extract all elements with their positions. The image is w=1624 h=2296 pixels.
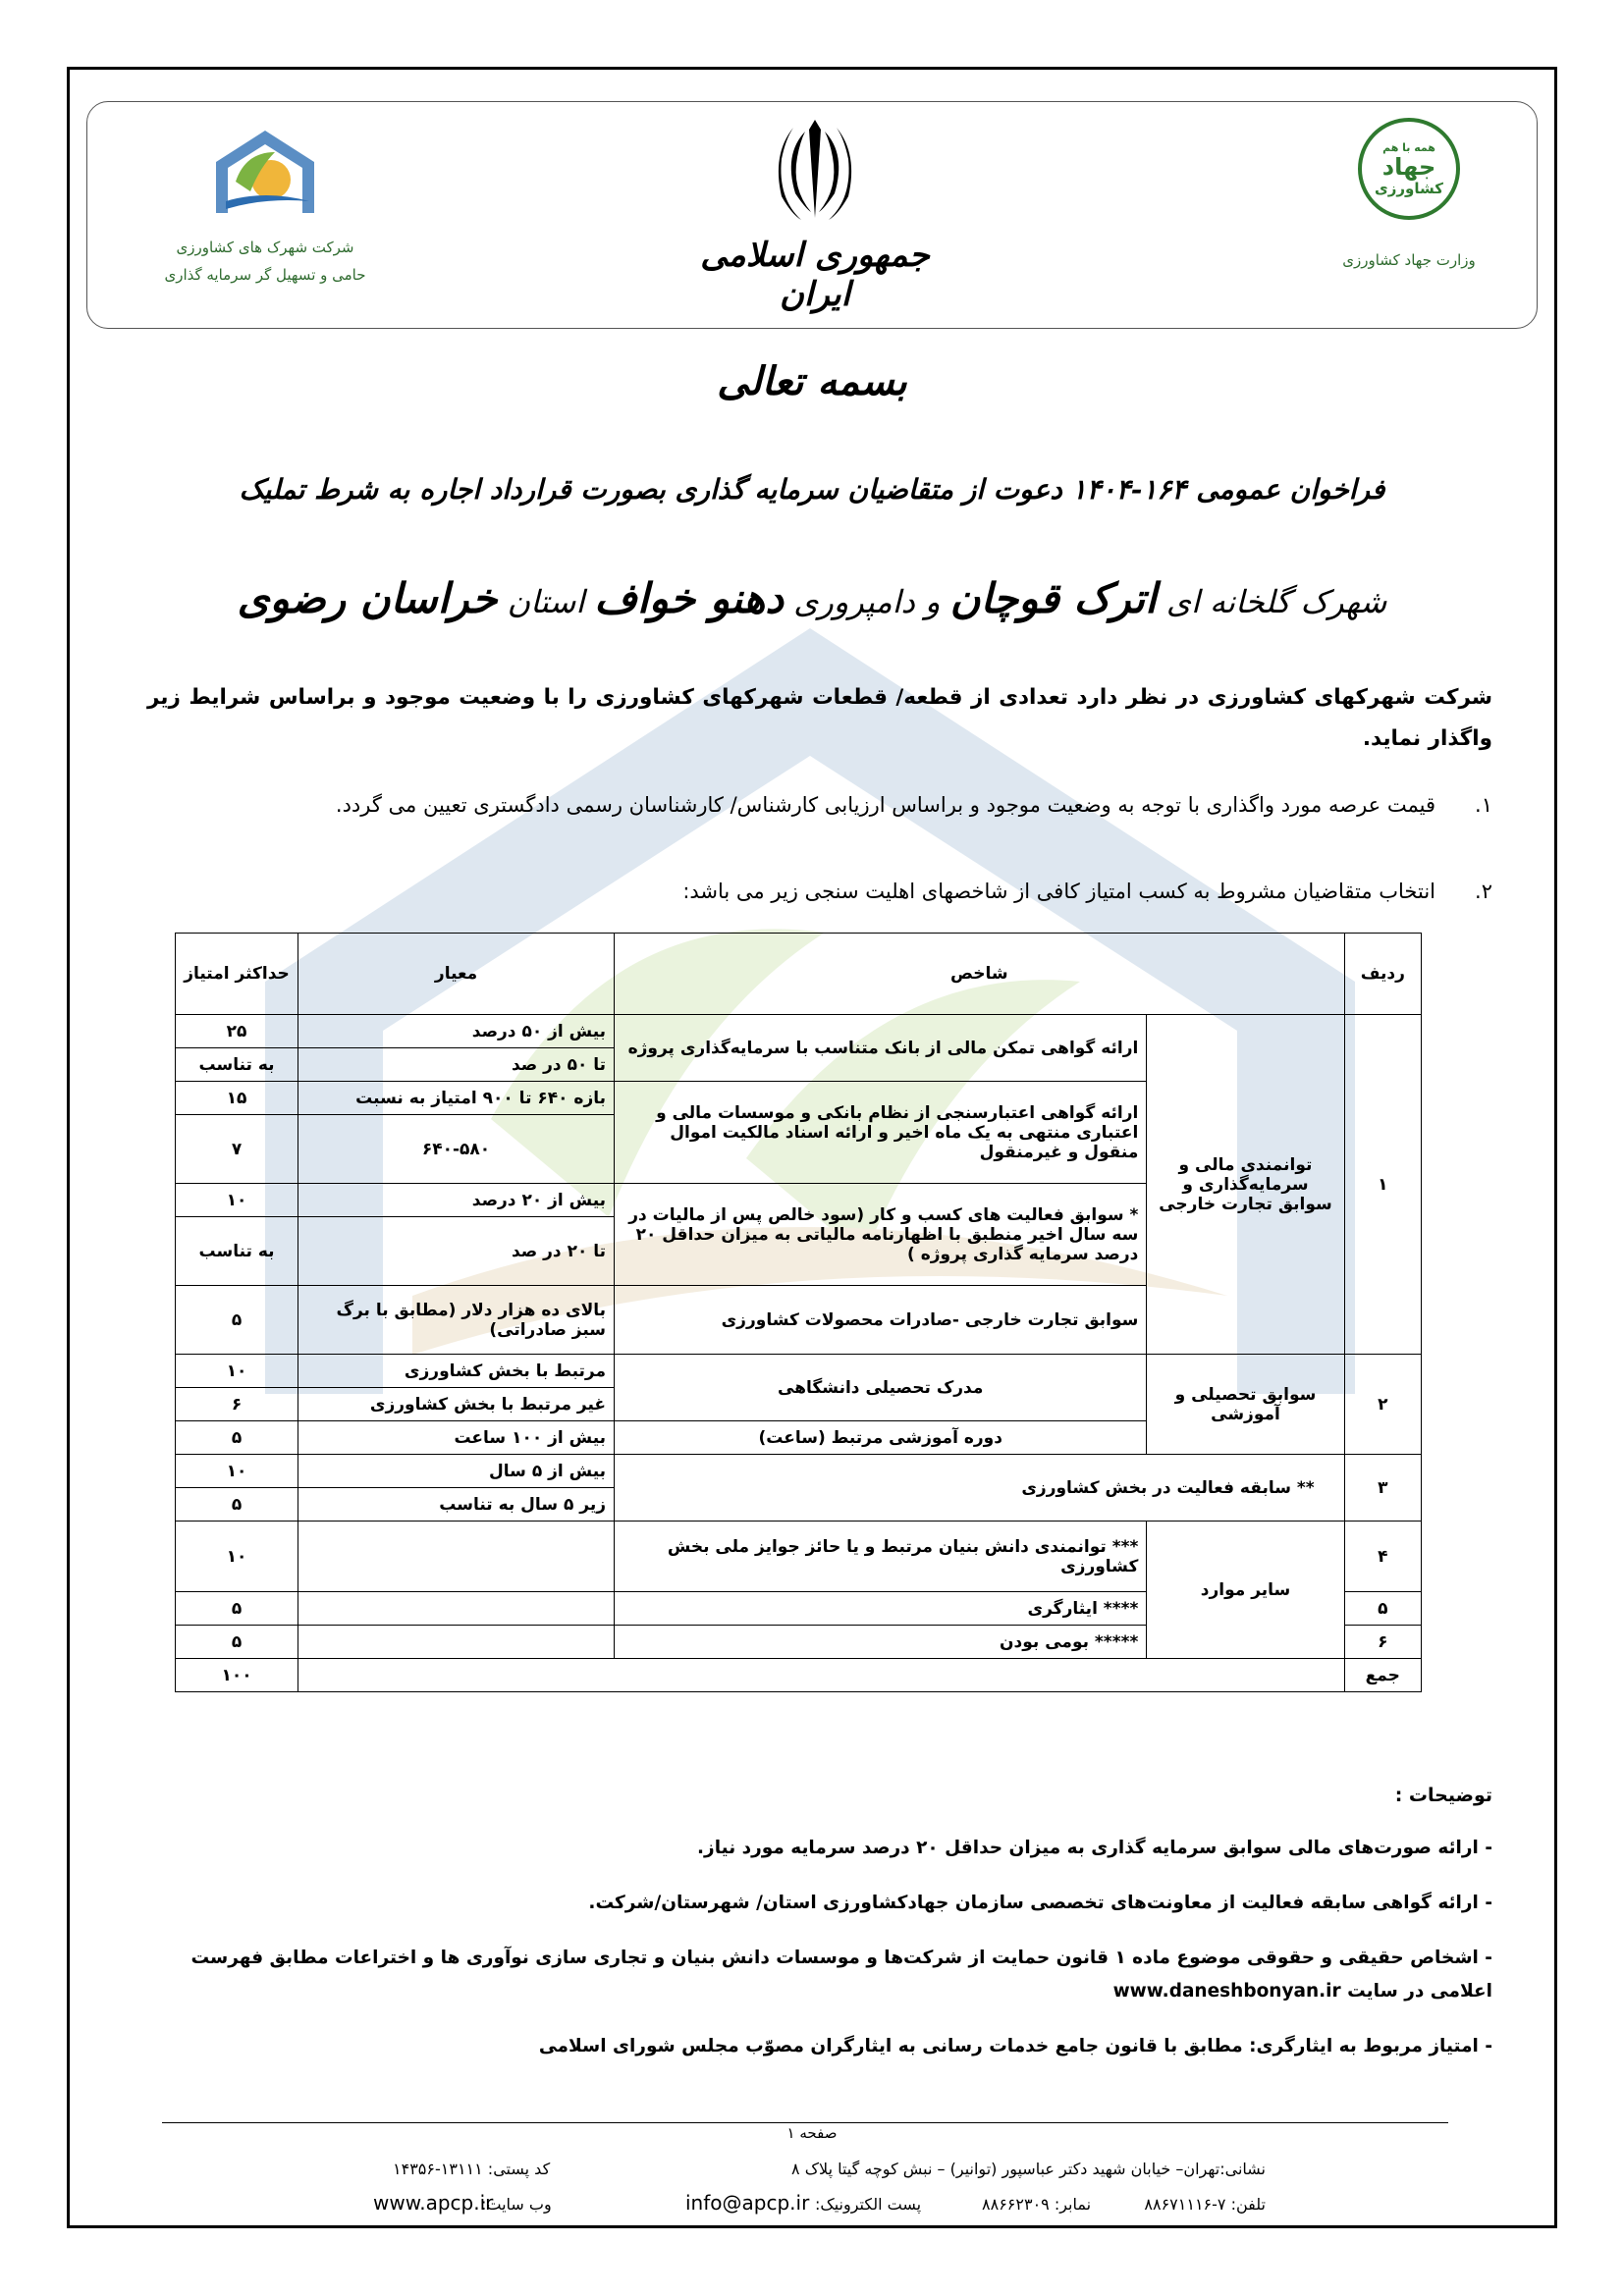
criterion-cell: غیر مرتبط با بخش کشاورزی [298,1388,615,1421]
emblem-caption: جمهوری اسلامی ایران [700,236,930,314]
footer-postal: کد پستی: ۱۳۱۱۱-۱۴۳۵۶ [393,2160,551,2178]
row-number: ۲ [1344,1355,1421,1455]
note-item: - اشخاص حقیقی و حقوقی موضوع ماده ۱ قانون حمایت از شرکت‌ها و موسسات دانش بنیان و تجاری سازی نوآوری ها و اختراعات مطابق فهرست اعلامی در سایت www.daneshbonyan.ir [190,1948,1492,2002]
total-label: جمع [1344,1659,1421,1692]
footer-email[interactable]: info@apcp.ir [685,2191,810,2215]
table-total-row [176,1659,1422,1692]
header-row-number: ردیف [1344,934,1421,1015]
score-cell: ۵ [176,1488,298,1522]
score-cell: ۷ [176,1115,298,1184]
left-org-line1: شرکت شهرک های کشاورزی [176,239,354,256]
criterion-cell: بیش از ۵۰ درصد [298,1015,615,1048]
condition-text: قیمت عرصه مورد واگذاری با توجه به وضعیت موجود و براساس ارزیابی کارشناس/ کارشناسان رسمی دادگستری تعیین می گردد. [335,793,1435,817]
criterion-cell: مرتبط با بخش کشاورزی [298,1355,615,1388]
criterion-cell [298,1592,615,1626]
criterion-cell [298,1626,615,1659]
condition-text: انتخاب متقاضیان مشروط به کسب امتیاز کافی از شاخصهای اهلیت سنجی زیر می باشد: [682,880,1435,903]
criterion-cell: بالای ده هزار دلار (مطابق با برگ سبز صادراتی) [298,1286,615,1355]
score-cell: به تناسب [176,1048,298,1082]
criterion-cell: زیر ۵ سال به تناسب [298,1488,615,1522]
page-number: صفحه ۱ [786,2124,838,2142]
index-cell: *** توانمندی دانش بنیان مرتبط و یا حائز جوایز ملی بخش کشاورزی [615,1522,1147,1592]
jihad-logo-group [1311,118,1507,269]
criterion-cell: بیش از ۱۰۰ ساعت [298,1421,615,1455]
right-org: وزارت جهاد کشاورزی [1342,251,1476,269]
subtitle-part-4: دهنو خواف [594,574,785,622]
row-number: ۴ [1344,1522,1421,1592]
footer-email-label: پست الکترونیک: [815,2195,922,2214]
subtitle-part-3: و دامپروری [793,583,941,620]
intro-paragraph: شرکت شهرکهای کشاورزی در نظر دارد تعدادی از قطعه/ قطعات شهرکهای کشاورزی را با وضعیت موجود و براساس شرایط زیر واگذار نماید. [147,685,1492,751]
index-cell: ارائه گواهی اعتبارسنجی از نظام بانکی و موسسات مالی و اعتباری منتهی به یک ماه اخیر و ارائه اسناد مالکیت اموال منقول و غیرمنقول [615,1082,1147,1184]
table-row [176,1015,1422,1048]
jihad-logo-top: همه با هم [1382,140,1435,154]
criterion-cell [298,1522,615,1592]
index-cell: ارائه گواهی تمکن مالی از بانک متناسب با سرمایه‌گذاری پروژه [615,1015,1147,1082]
footer-website[interactable]: www.apcp.ir [373,2191,494,2215]
row-number: ۳ [1344,1455,1421,1522]
row-number: ۵ [1344,1592,1421,1626]
footer-divider [162,2122,1448,2123]
note-item: - امتیاز مربوط به ایثارگری: مطابق با قانون جامع خدمات رسانی به ایثارگران مصوّب مجلس شورای اسلامی [538,2036,1492,2056]
condition-2 [147,872,1492,911]
table-row [176,1355,1422,1388]
index-cell: سوابق تجارت خارجی -صادرات محصولات کشاورزی [615,1286,1147,1355]
score-cell: ۵ [176,1421,298,1455]
subtitle-part-5: استان [507,583,585,620]
jihad-logo-sub: کشاورزی [1375,179,1443,197]
condition-number: ۱. [1475,793,1492,817]
criterion-cell: بازه ۶۴۰ تا ۹۰۰ امتیاز به نسبت [298,1082,615,1115]
table-row [176,1455,1422,1488]
subtitle-part-1: شهرک گلخانه ای [1165,583,1387,620]
criterion-cell: تا ۲۰ در صد [298,1217,615,1286]
footer-address: نشانی:تهران– خیابان شهید دکتر عباسپور (توانیر) – نبش کوچه گیتا پلاک ۸ [791,2160,1266,2178]
agri-towns-logo-group [147,123,383,284]
index-cell: ***** بومی بودن [615,1626,1147,1659]
index-cell: مدرک تحصیلی دانشگاهی [615,1355,1147,1421]
footer-fax: نمابر: ۸۸۶۶۲۳۰۹ [982,2195,1092,2214]
score-cell: ۵ [176,1592,298,1626]
subtitle-part-6: خراسان رضوی [237,574,498,622]
jihad-logo-main: جهاد [1381,152,1436,181]
row-number: ۱ [1344,1015,1421,1355]
criterion-cell: بیش از ۵ سال [298,1455,615,1488]
header-max-score: حداکثر امتیاز [176,934,298,1015]
condition-number: ۲. [1475,880,1492,903]
index-cell: * سوابق فعالیت های کسب و کار (سود خالص پس از مالیات در سه سال اخیر منطبق با اظهارنامه مالیاتی به میزان حداقل ۲۰ درصد سرمایه گذاری پروژه ) [615,1184,1147,1286]
iran-emblem-group [697,110,933,314]
total-empty-cell [298,1659,1345,1692]
eligibility-table [175,933,1422,1692]
criterion-cell: ۶۴۰-۵۸۰ [298,1115,615,1184]
footer-phone: تلفن: ۷-۸۸۶۷۱۱۱۶ [1144,2195,1266,2214]
row-number: ۶ [1344,1626,1421,1659]
note-item: - ارائه صورت‌های مالی سوابق سرمایه گذاری به میزان حداقل ۲۰ درصد سرمایه مورد نیاز. [697,1838,1492,1858]
index-cell: ** سابقه فعالیت در بخش کشاورزی [615,1455,1345,1522]
score-cell: ۱۵ [176,1082,298,1115]
announcement-title: فراخوان عمومی ۱۶۴-۱۴۰۴ دعوت از متقاضیان سرمایه گذاری بصورت قرارداد اجاره به شرط تملیک [239,473,1385,506]
score-cell: ۵ [176,1286,298,1355]
header-criterion: معیار [298,934,615,1015]
table-row [176,1522,1422,1592]
criterion-cell: بیش از ۲۰ درصد [298,1184,615,1217]
left-org-line2: حامی و تسهیل گر سرمایه گذاری [164,266,366,284]
header-index: شاخص [615,934,1345,1015]
total-score: ۱۰۰ [176,1659,298,1692]
score-cell: ۱۰ [176,1455,298,1488]
subtitle-part-2: اترک قوچان [949,574,1157,622]
announcement-subtitle [118,574,1506,622]
score-cell: به تناسب [176,1217,298,1286]
index-cell: دوره آموزشی مرتبط (ساعت) [615,1421,1147,1455]
score-cell: ۵ [176,1626,298,1659]
score-cell: ۱۰ [176,1522,298,1592]
score-cell: ۶ [176,1388,298,1421]
table-header-row [176,934,1422,1015]
group-name: سوابق تحصیلی و آموزشی [1147,1355,1344,1455]
score-cell: ۱۰ [176,1355,298,1388]
group-name: سایر موارد [1147,1522,1344,1659]
footer-website-label: وب سایت: [481,2195,552,2214]
agri-towns-logo [206,123,324,221]
jihad-logo [1358,118,1460,220]
criterion-cell: تا ۵۰ در صد [298,1048,615,1082]
index-cell: **** ایثارگری [615,1592,1147,1626]
score-cell: ۲۵ [176,1015,298,1048]
score-cell: ۱۰ [176,1184,298,1217]
basmala: بسمه تعالی [717,358,907,404]
notes-title: توضیحات : [1394,1785,1492,1806]
iran-emblem-icon [766,110,864,228]
group-name: توانمندی مالی و سرمایه‌گذاری و سوابق تجارت خارجی [1147,1015,1344,1355]
note-item: - ارائه گواهی سابقه فعالیت از معاونت‌های تخصصی سازمان جهادکشاورزی استان/ شهرستان/شرکت. [588,1893,1492,1913]
condition-1 [147,785,1492,825]
